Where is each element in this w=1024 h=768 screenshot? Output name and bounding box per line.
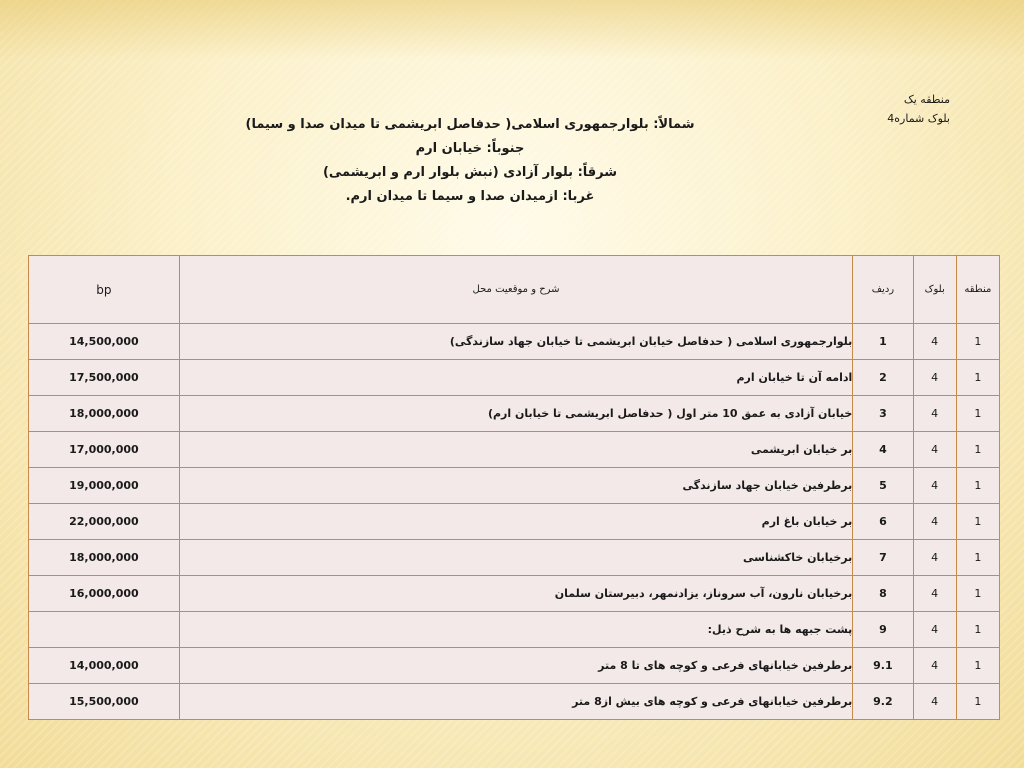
cell-description: بر خیابان باغ ارم [179,504,852,540]
table-row [29,468,1000,504]
cell-block: 4 [913,684,956,720]
cell-price: 16,000,000 [29,576,180,612]
cell-row-number: 6 [853,504,913,540]
cell-price: 22,000,000 [29,504,180,540]
cell-price: 14,500,000 [29,324,180,360]
table-row [29,576,1000,612]
slide-header [750,90,950,128]
region-title: منطقه یک [903,93,950,106]
table-body [29,324,1000,720]
cell-description: برخیابان نارون، آب سروناز، یزادنمهر، دبیرستان سلمان [179,576,852,612]
column-header-price: bp [29,256,180,324]
price-table [28,255,1000,720]
cell-region: 1 [956,612,999,648]
cell-description: برطرفین خیابانهای فرعی و کوچه های تا 8 متر [179,648,852,684]
cell-description: برخیابان خاکشناسی [179,540,852,576]
north-boundary: شمالاً: بلوارجمهوری اسلامی( حدفاصل ابریشمی تا میدان صدا و سیما) [245,117,695,132]
cell-block: 4 [913,324,956,360]
cell-row-number: 3 [853,396,913,432]
table-row [29,504,1000,540]
price-table-container [28,255,1000,720]
west-boundary: غربا: ازمیدان صدا و سیما تا میدان ارم. [345,189,595,204]
cell-description: بر خیابان ابریشمی [179,432,852,468]
cell-block: 4 [913,468,956,504]
table-row [29,432,1000,468]
column-header-region: منطقه [956,256,999,324]
cell-row-number: 2 [853,360,913,396]
cell-region: 1 [956,324,999,360]
block-title: بلوک شماره4 [887,112,950,125]
table-row [29,396,1000,432]
cell-row-number: 7 [853,540,913,576]
cell-description: ادامه آن تا خیابان ارم [179,360,852,396]
cell-region: 1 [956,360,999,396]
cell-row-number: 1 [853,324,913,360]
table-header-row [29,256,1000,324]
cell-row-number: 8 [853,576,913,612]
cell-block: 4 [913,396,956,432]
cell-block: 4 [913,648,956,684]
cell-description: خیابان آزادی به عمق 10 متر اول ( حدفاصل ابریشمی تا خیابان ارم) [179,396,852,432]
cell-block: 4 [913,540,956,576]
cell-price: 15,500,000 [29,684,180,720]
cell-block: 4 [913,612,956,648]
cell-region: 1 [956,504,999,540]
cell-description: برطرفین خیابانهای فرعی و کوچه های بیش از8 متر [179,684,852,720]
cell-block: 4 [913,432,956,468]
cell-price: 17,000,000 [29,432,180,468]
cell-region: 1 [956,432,999,468]
cell-region: 1 [956,576,999,612]
cell-region: 1 [956,684,999,720]
cell-price: 17,500,000 [29,360,180,396]
decorative-top-band [0,0,1024,60]
cell-price: 14,000,000 [29,648,180,684]
table-row [29,648,1000,684]
east-boundary: شرقاً: بلوار آزادی (نبش بلوار ارم و ابریشمی) [322,165,618,180]
column-header-description: شرح و موقعیت محل [179,256,852,324]
cell-region: 1 [956,468,999,504]
cell-description: برطرفین خیابان جهاد سازندگی [179,468,852,504]
south-boundary: جنوباً: خیابان ارم [415,141,525,156]
cell-price: 19,000,000 [29,468,180,504]
cell-price: 18,000,000 [29,396,180,432]
column-header-row: ردیف [853,256,913,324]
boundaries-description [240,113,700,209]
cell-description: بلوارجمهوری اسلامی ( حدفاصل خیابان ابریشمی تا خیابان جهاد سازندگی) [179,324,852,360]
table-row [29,540,1000,576]
table-row [29,360,1000,396]
cell-description: پشت جبهه ها به شرح ذیل: [179,612,852,648]
cell-price: 18,000,000 [29,540,180,576]
cell-row-number: 4 [853,432,913,468]
table-row [29,324,1000,360]
cell-row-number: 5 [853,468,913,504]
cell-row-number: 9.1 [853,648,913,684]
column-header-block: بلوک [913,256,956,324]
cell-row-number: 9 [853,612,913,648]
cell-region: 1 [956,396,999,432]
cell-block: 4 [913,360,956,396]
cell-price [29,612,180,648]
cell-row-number: 9.2 [853,684,913,720]
table-row [29,612,1000,648]
cell-region: 1 [956,540,999,576]
cell-block: 4 [913,504,956,540]
cell-region: 1 [956,648,999,684]
cell-block: 4 [913,576,956,612]
table-row [29,684,1000,720]
